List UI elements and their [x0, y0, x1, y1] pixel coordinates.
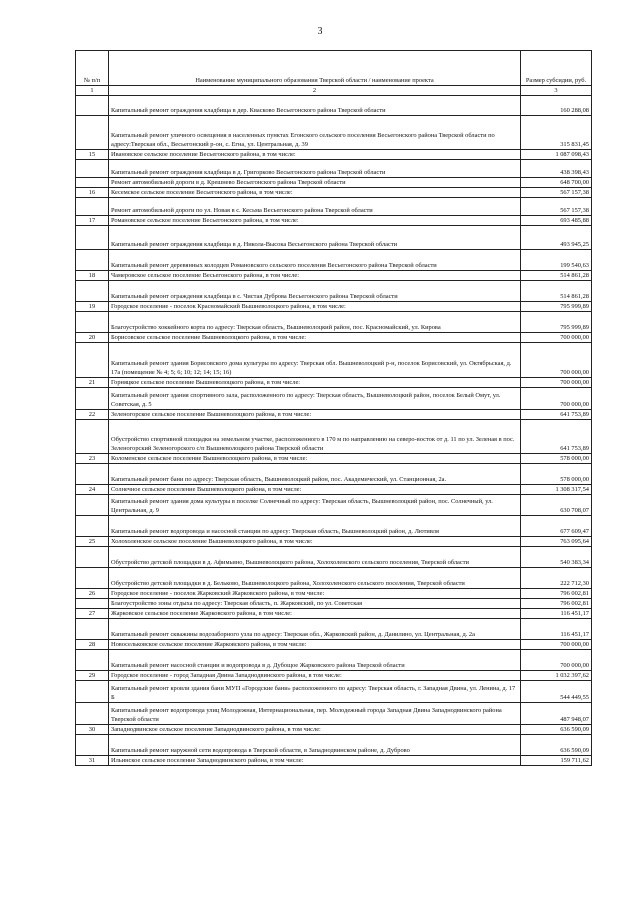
municipality-row: [76, 756, 592, 766]
row-number: [76, 619, 109, 640]
row-amount: 700 000,00: [521, 378, 592, 388]
project-row: [76, 178, 592, 188]
row-number: [76, 703, 109, 725]
municipality-row: [76, 640, 592, 650]
column-index-3: 3: [521, 86, 592, 96]
municipality-row: [76, 302, 592, 312]
row-amount: 796 002,81: [521, 599, 592, 609]
project-row: [76, 312, 592, 333]
row-name: Ильинское сельское поселение Западнодвинского района, в том числе:: [109, 756, 521, 766]
row-number: 25: [76, 537, 109, 547]
row-name: Городское поселение - поселок Жарковский Жарковского района, в том числе:: [109, 589, 521, 599]
row-amount: 222 712,30: [521, 568, 592, 589]
project-row: [76, 619, 592, 640]
row-number: [76, 226, 109, 250]
project-row: [76, 96, 592, 116]
row-number: 18: [76, 271, 109, 281]
row-amount: 199 540,63: [521, 250, 592, 271]
row-name: Капитальный ремонт насосной станции и водопровода в д. Дубощое Жарковского района Тверской области: [109, 650, 521, 671]
project-row: [76, 281, 592, 302]
row-amount: 641 753,89: [521, 410, 592, 420]
row-amount: 567 157,38: [521, 188, 592, 198]
row-amount: 438 398,43: [521, 160, 592, 178]
municipality-row: [76, 378, 592, 388]
row-number: 28: [76, 640, 109, 650]
municipality-row: [76, 333, 592, 343]
row-amount: 493 945,25: [521, 226, 592, 250]
row-amount: 677 609,47: [521, 516, 592, 537]
row-number: 30: [76, 725, 109, 735]
project-row: [76, 250, 592, 271]
project-row: [76, 495, 592, 516]
row-amount: 540 383,34: [521, 547, 592, 568]
row-name: Капитальный ремонт здания Борисовского дома культуры по адресу: Тверская обл. Вышневолоцкий р-н, поселок Борисовский, ул. Октябрьская, д. 17а (помещение № 4; 5; 6; 10; 12; 14; 15; 16): [109, 343, 521, 378]
row-amount: 116 451,17: [521, 619, 592, 640]
project-row: [76, 420, 592, 454]
row-name: Ремонт автомобильной дороги по ул. Новая в с. Кесьма Весьегонского района Тверской области: [109, 198, 521, 216]
table-header-row: [76, 51, 592, 86]
row-name: Чамеровское сельское поселение Весьегонского района, в том числе:: [109, 271, 521, 281]
municipality-row: [76, 671, 592, 681]
project-row: [76, 681, 592, 703]
project-row: [76, 343, 592, 378]
row-amount: 514 861,28: [521, 271, 592, 281]
row-name: Капитальный ремонт здания дома культуры в поселке Солнечный по адресу: Тверская область, Вышневолоцкий район, пос. Солнечный, ул. Центральная, д. 9: [109, 495, 521, 516]
row-name: Коломенское сельское поселение Вышневолоцкого района, в том числе:: [109, 454, 521, 464]
row-amount: 641 753,89: [521, 420, 592, 454]
row-amount: 544 449,55: [521, 681, 592, 703]
row-name: Борисовское сельское поселение Вышневолоцкого района, в том числе:: [109, 333, 521, 343]
project-row: [76, 735, 592, 756]
project-row: [76, 568, 592, 589]
municipality-row: [76, 485, 592, 495]
municipality-row: [76, 188, 592, 198]
row-number: [76, 388, 109, 410]
row-name: Капитальный ремонт скважины водозаборного узла по адресу: Тверская обл., Жарковский район, д. Данилино, ул. Центральная, д. 2а: [109, 619, 521, 640]
row-name: Капитальный ремонт наружной сети водопровода в Тверской области, в Западнодвинском районе, д. Дуброво: [109, 735, 521, 756]
project-row: [76, 703, 592, 725]
municipality-row: [76, 725, 592, 735]
row-number: 31: [76, 756, 109, 766]
row-name: Капитальный ремонт здания спортивного зала, расположенного по адресу: Тверская область, Вышневолоцкий район, поселок Белый Омут, ул. Советская, д. 5: [109, 388, 521, 410]
row-number: [76, 178, 109, 188]
row-amount: 567 157,38: [521, 198, 592, 216]
row-name: Капитальный ремонт деревянных колодцев Романовского сельского поселения Весьегонского района Тверской области: [109, 250, 521, 271]
row-name: Капитальный ремонт кровли здания бани МУП «Городские бани» расположенного по адресу: Тверская область, г. Западная Двина, ул. Ленина, д. 17 Б: [109, 681, 521, 703]
municipality-row: [76, 537, 592, 547]
row-number: [76, 547, 109, 568]
row-amount: 1 308 317,54: [521, 485, 592, 495]
row-amount: 578 000,00: [521, 464, 592, 485]
row-number: 24: [76, 485, 109, 495]
row-name: Романовское сельское поселение Весьегонского района, в том числе:: [109, 216, 521, 226]
project-row: [76, 198, 592, 216]
row-name: Горняцкое сельское поселение Вышневолоцкого района, в том числе:: [109, 378, 521, 388]
column-index-row: [76, 86, 592, 96]
row-number: 26: [76, 589, 109, 599]
header-amount: Размер субсидии, руб.: [521, 51, 592, 86]
row-number: [76, 198, 109, 216]
row-amount: 1 032 397,62: [521, 671, 592, 681]
municipality-row: [76, 410, 592, 420]
row-name: Капитальный ремонт ограждения кладбища в д. Никола-Высока Весьегонского района Тверской области: [109, 226, 521, 250]
row-number: [76, 116, 109, 150]
row-number: [76, 250, 109, 271]
row-number: 20: [76, 333, 109, 343]
municipality-row: [76, 216, 592, 226]
row-name: Капитальный ремонт водопровода улиц Молодежная, Интернациональная, пер. Молодежный города Западная Двина Западнодвинского района Тверской области: [109, 703, 521, 725]
row-name: Благоустройство зоны отдыха по адресу: Тверская область, п. Жарковский, по ул. Советская: [109, 599, 521, 609]
row-amount: 795 999,89: [521, 302, 592, 312]
row-amount: 700 000,00: [521, 650, 592, 671]
row-name: Зеленогорское сельское поселение Вышневолоцкого района, в том числе:: [109, 410, 521, 420]
project-row: [76, 116, 592, 150]
row-number: 27: [76, 609, 109, 619]
row-amount: 700 000,00: [521, 640, 592, 650]
row-name: Капитальный ремонт водопровода и насосной станции по адресу: Тверская область, Вышневолоцкий район, д. Лютивля: [109, 516, 521, 537]
row-number: 17: [76, 216, 109, 226]
row-name: Обустройство детской площадки в д. Афимьино, Вышневолоцкого района, Холохоленского сельского поселения, Тверской области: [109, 547, 521, 568]
project-row: [76, 160, 592, 178]
row-number: [76, 312, 109, 333]
row-amount: 315 831,45: [521, 116, 592, 150]
row-amount: 116 451,17: [521, 609, 592, 619]
project-row: [76, 516, 592, 537]
row-number: 22: [76, 410, 109, 420]
row-amount: 700 000,00: [521, 333, 592, 343]
project-row: [76, 388, 592, 410]
project-row: [76, 547, 592, 568]
project-row: [76, 464, 592, 485]
row-name: Обустройство спортивной площадки на земельном участке, расположенного в 170 м по направлению на северо-восток от д. 11 по ул. Зеленая в пос. Зеленогорский Зеленогорского с/п Вышневолоцкого района Тверской области: [109, 420, 521, 454]
row-name: Капитальный ремонт ограждения кладбища в с. Чистая Дуброва Весьегонского района Тверской области: [109, 281, 521, 302]
row-number: [76, 343, 109, 378]
row-number: 15: [76, 150, 109, 160]
row-amount: 763 095,64: [521, 537, 592, 547]
row-name: Холохоленское сельское поселение Вышневолоцкого района, в том числе:: [109, 537, 521, 547]
header-num: № п/п: [76, 51, 109, 86]
row-name: Обустройство детской площадки в д. Бельково, Вышневолоцкого района, Холохоленского сельского поселения, Тверской области: [109, 568, 521, 589]
municipality-row: [76, 271, 592, 281]
row-name: Новосельковское сельское поселение Жарковского района, в том числе:: [109, 640, 521, 650]
subsidy-table: [75, 50, 592, 766]
row-number: [76, 650, 109, 671]
row-amount: 796 002,81: [521, 589, 592, 599]
row-name: Благоустройство хоккейного корта по адресу: Тверская область, Вышневолоцкий район, пос. Красномайский, ул. Кирова: [109, 312, 521, 333]
page-number: 3: [317, 26, 323, 37]
row-name: Городское поселение - город Западная Двина Западнодвинского района, в том числе:: [109, 671, 521, 681]
row-number: [76, 96, 109, 116]
row-amount: 578 000,00: [521, 454, 592, 464]
municipality-row: [76, 589, 592, 599]
row-number: 29: [76, 671, 109, 681]
row-name: Капитальный ремонт ограждения кладбища в дер. Квасково Весьегонского района Тверской области: [109, 96, 521, 116]
column-index-2: 2: [109, 86, 521, 96]
municipality-row: [76, 454, 592, 464]
row-number: [76, 420, 109, 454]
row-amount: 487 948,07: [521, 703, 592, 725]
row-number: [76, 735, 109, 756]
row-number: [76, 599, 109, 609]
row-number: 21: [76, 378, 109, 388]
row-number: [76, 495, 109, 516]
row-amount: 636 590,09: [521, 735, 592, 756]
row-amount: 630 708,07: [521, 495, 592, 516]
municipality-row: [76, 150, 592, 160]
row-name: Солнечное сельское поселение Вышневолоцкого района, в том числе:: [109, 485, 521, 495]
project-row: [76, 650, 592, 671]
row-amount: 1 087 098,43: [521, 150, 592, 160]
row-name: Капитальный ремонт ограждения кладбища в д. Григорково Весьегонского района Тверской области: [109, 160, 521, 178]
row-amount: 514 861,28: [521, 281, 592, 302]
row-number: 16: [76, 188, 109, 198]
row-name: Городское поселение - поселок Красномайский Вышневолоцкого района, в том числе:: [109, 302, 521, 312]
row-name: Капитальный ремонт уличного освещения в населенных пунктах Егонского сельского поселения Весьегонского района Тверской области по адресу:Тверская обл., Весьегонский р-он, с. Егна, ул. Центральная, д. 39: [109, 116, 521, 150]
row-amount: 795 999,89: [521, 312, 592, 333]
row-name: Жарковское сельское поселение Жарковского района, в том числе:: [109, 609, 521, 619]
header-name: Наименование муниципального образования Тверской области / наименование проекта: [109, 51, 521, 86]
row-number: [76, 516, 109, 537]
column-index-1: 1: [76, 86, 109, 96]
row-amount: 700 000,00: [521, 388, 592, 410]
row-number: [76, 681, 109, 703]
project-row: [76, 599, 592, 609]
row-amount: 160 288,08: [521, 96, 592, 116]
row-name: Ремонт автомобильной дороги в д. Крешнево Весьегонского района Тверской области: [109, 178, 521, 188]
row-number: [76, 281, 109, 302]
row-number: 23: [76, 454, 109, 464]
row-name: Кесемское сельское поселение Весьегонского района, в том числе:: [109, 188, 521, 198]
row-amount: 648 700,00: [521, 178, 592, 188]
row-number: [76, 464, 109, 485]
row-amount: 636 590,09: [521, 725, 592, 735]
row-amount: 693 485,88: [521, 216, 592, 226]
row-name: Ивановское сельское поселение Весьегонского района, в том числе:: [109, 150, 521, 160]
row-name: Западнодвинское сельское поселение Западнодвинского района, в том числе:: [109, 725, 521, 735]
row-amount: 700 000,00: [521, 343, 592, 378]
row-number: 19: [76, 302, 109, 312]
project-row: [76, 226, 592, 250]
municipality-row: [76, 609, 592, 619]
row-name: Капитальный ремонт бани по адресу: Тверская область, Вышневолоцкий район, пос. Академический, ул. Станционная, 2а.: [109, 464, 521, 485]
row-number: [76, 160, 109, 178]
row-amount: 159 711,62: [521, 756, 592, 766]
row-number: [76, 568, 109, 589]
